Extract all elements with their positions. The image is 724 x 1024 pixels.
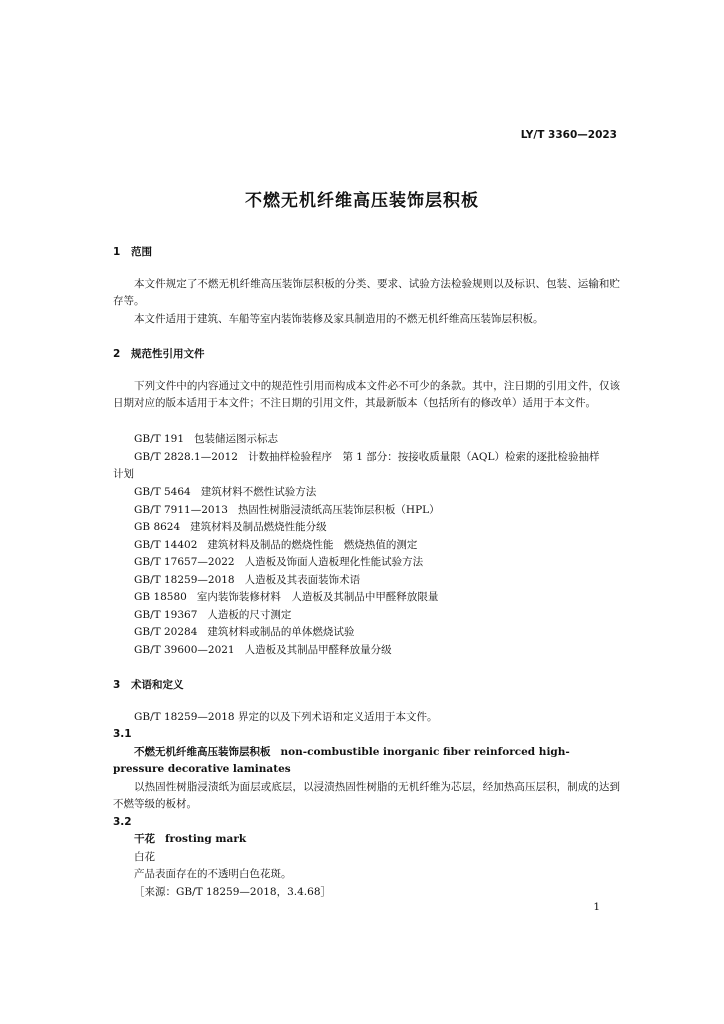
reference-item-continued: 计划 [113,468,134,480]
term-3-2-source: ［来源：GB/T 18259—2018，3.4.68］ [134,886,332,898]
term-3-1-heading [113,744,620,778]
term-cn: 干花 [134,833,155,845]
term-en: non-combustible inorganic fiber reinforced high-pressure decorative laminates [113,746,570,775]
reference-item: GB/T 2828.1—2012 计数抽样检验程序 第 1 部分：按接收质量限（AQL）检索的逐批检验抽样 [134,451,600,463]
section-title: 术语和定义 [131,679,184,691]
reference-item: GB/T 17657—2022 人造板及饰面人造板理化性能试验方法 [134,556,424,568]
section-3-heading [113,677,184,692]
section-1-heading [113,244,152,259]
term-3-2-heading [113,831,620,848]
reference-item: GB 8624 建筑材料及制品燃烧性能分级 [134,521,327,533]
term-3-1-number: 3.1 [113,728,132,740]
section-number: 3 [113,679,121,691]
section-1-para-1: 本文件规定了不燃无机纤维高压装饰层积板的分类、要求、试验方法检验规则以及标识、包装、运输和贮存等。 [113,278,620,307]
section-3-para: GB/T 18259—2018 界定的以及下列术语和定义适用于本文件。 [134,711,438,723]
reference-item: GB/T 39600—2021 人造板及其制品甲醛释放量分级 [134,644,392,656]
reference-item: GB/T 18259—2018 人造板及其表面装饰术语 [134,574,361,586]
reference-item: GB/T 191 包装储运图示标志 [134,433,279,445]
section-1-para-2: 本文件适用于建筑、车船等室内装饰装修及家具制造用的不燃无机纤维高压装饰层积板。 [134,313,544,325]
standard-code: LY/T 3360—2023 [520,129,617,141]
term-en: frosting mark [165,833,247,845]
page-number: 1 [593,901,600,913]
term-3-2-definition: 产品表面存在的不透明白色花斑。 [134,868,292,880]
reference-item: GB 18580 室内装饰装修材料 人造板及其制品中甲醛释放限量 [134,591,439,603]
reference-item: GB/T 5464 建筑材料不燃性试验方法 [134,486,317,498]
reference-item: GB/T 7911—2013 热固性树脂浸渍纸高压装饰层积板（HPL） [134,504,440,516]
term-3-2-alternative: 白花 [134,851,155,863]
document-title: 不燃无机纤维高压装饰层积板 [245,191,479,211]
reference-item: GB/T 14402 建筑材料及制品的燃烧性能 燃烧热值的测定 [134,539,418,551]
term-3-1-definition: 以热固性树脂浸渍纸为面层或底层，以浸渍热固性树脂的无机纤维为芯层，经加热高压层积，制成的达到不燃等级的板材。 [113,781,620,810]
term-cn: 不燃无机纤维高压装饰层积板 [134,746,271,758]
reference-item: GB/T 19367 人造板的尺寸测定 [134,609,292,621]
reference-item: GB/T 20284 建筑材料或制品的单体燃烧试验 [134,626,355,638]
section-title: 规范性引用文件 [131,348,205,360]
section-number: 1 [113,246,121,258]
section-title: 范围 [131,246,152,258]
section-2-para: 下列文件中的内容通过文中的规范性引用而构成本文件必不可少的条款。其中，注日期的引用文件，仅该日期对应的版本适用于本文件；不注日期的引用文件，其最新版本（包括所有的修改单）适用于本文件。 [113,380,620,409]
term-3-2-number: 3.2 [113,816,132,828]
section-number: 2 [113,348,121,360]
section-2-heading [113,346,205,361]
